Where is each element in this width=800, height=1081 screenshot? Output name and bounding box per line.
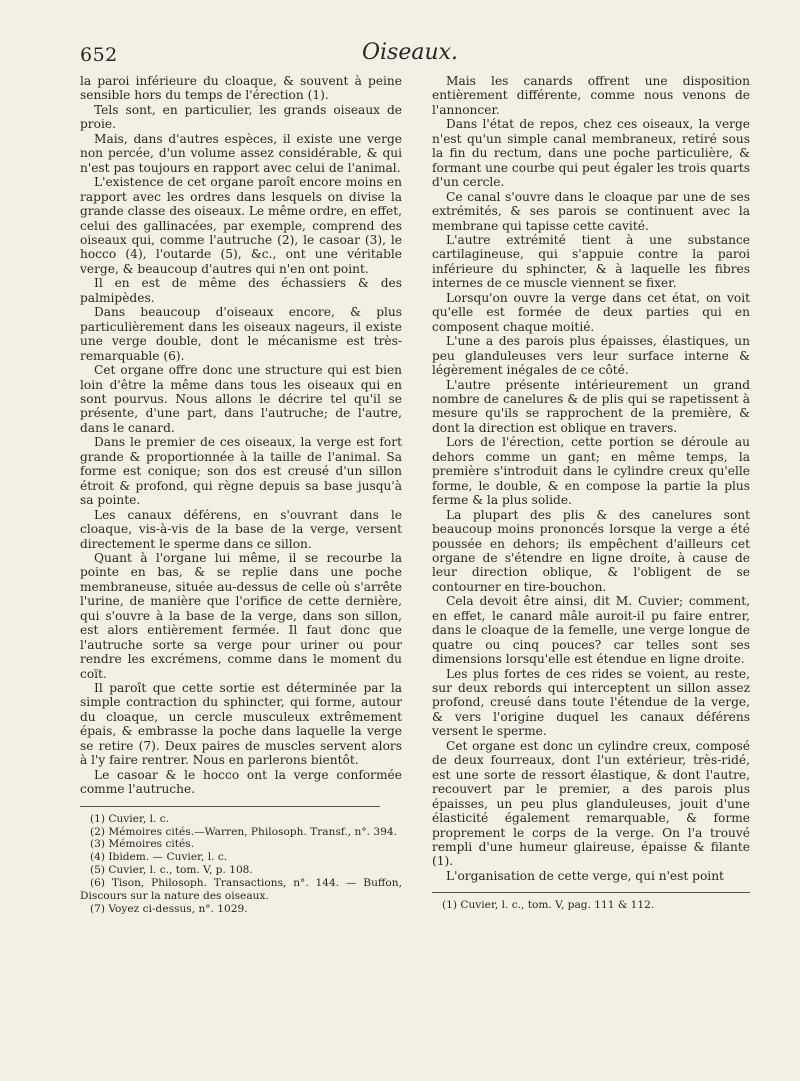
paragraph: Cet organe offre donc une structure qui est bien loin d'être la même dans tous les oiseaux qui en sont pourvus. Nous allons le décrire tel qu'il se présente, d'une part, dans l'autruche; de l'autre, dans le canard.	[80, 363, 402, 435]
footnote: (1) Cuvier, l. c., tom. V, pag. 111 & 112.	[442, 899, 655, 912]
paragraph: Le casoar & le hocco ont la verge conformée comme l'autruche.	[80, 767, 402, 797]
paragraph: L'autre présente intérieurement un grand nombre de canelures & de plis qui se rapetissent à mesure qu'ils se rapprochent de la première, & dont la direction est oblique en travers.	[432, 377, 750, 435]
paragraph: Cela devoit être ainsi, dit M. Cuvier; comment, en effet, le canard mâle auroit-il pu faire entrer, dans le cloaque de la femelle, une verge longue de quatre ou cinq pouces? car telles sont ses dimensions lorsqu'elle est étendue en ligne droite.	[432, 594, 750, 667]
paragraph: Dans beaucoup d'oiseaux encore, & plus particulièrement dans les oiseaux nageurs, il existe une verge double, dont le mécanisme est très-remarquable (6).	[80, 305, 402, 363]
footnotes-left	[80, 813, 402, 916]
footnote: (7) Voyez ci-dessus, n°. 1029.	[90, 903, 248, 915]
paragraph: Lors de l'érection, cette portion se déroule au dehors comme un gant; en même temps, la première s'introduit dans le cylindre creux qu'elle forme, le double, & en compose la partie la plus ferme & la plus solide.	[432, 435, 750, 508]
right-column	[432, 74, 750, 912]
paragraph: Dans l'état de repos, chez ces oiseaux, la verge n'est qu'un simple canal membraneux, retiré sous la fin du rectum, dans une poche particulière, & formant une courbe qui peut égaler les trois quarts d'un cercle.	[432, 117, 750, 190]
footnote-rule	[80, 806, 380, 807]
paragraph: Cet organe est donc un cylindre creux, composé de deux fourreaux, dont l'un extérieur, très-ridé, est une sorte de ressort élastique, & dont l'autre, recouvert par le premier, a des parois plus épaisses, un peu plus glanduleuses, jouit d'une élasticité également remarquable, & forme proprement le corps de la verge. On l'a trouvé rempli d'une humeur glaireuse, épaisse & filante (1).	[432, 738, 750, 869]
footnote: (3) Mémoires cités.	[90, 838, 195, 851]
paragraph: Dans le premier de ces oiseaux, la verge est fort grande & proportionnée à la taille de l'animal. Sa forme est conique; son dos est creusé d'un sillon étroit & profond, qui règne depuis sa base jusqu'à sa pointe.	[80, 435, 402, 508]
running-head	[80, 40, 740, 70]
paragraph: Mais les canards offrent une disposition entièrement différente, comme nous venons de l'annoncer.	[432, 74, 750, 117]
footnote: (5) Cuvier, l. c., tom. V, p. 108.	[90, 864, 253, 877]
footnotes-right	[432, 899, 750, 912]
paragraph: Les canaux déférens, en s'ouvrant dans le cloaque, vis-à-vis de la base de la verge, versent directement le sperme dans ce sillon.	[80, 507, 402, 551]
paragraph: L'organisation de cette verge, qui n'est point	[446, 868, 724, 883]
footnote: (2) Mémoires cités.—Warren, Philosoph. Transf., n°. 394.	[90, 825, 397, 838]
running-title: Oiseaux.	[361, 40, 459, 65]
footnote: (6) Tison, Philosoph. Transactions, n°. 144. — Buffon, Discours sur la nature des oiseaux.	[80, 877, 402, 903]
paragraph: Ce canal s'ouvre dans le cloaque par une de ses extrémités, & ses parois se continuent avec la membrane qui tapisse cette cavité.	[432, 189, 750, 233]
paragraph: Il en est de même des échassiers & des palmipèdes.	[80, 276, 402, 305]
paragraph: L'autre extrémité tient à une substance cartilagineuse, qui s'appuie contre la paroi inférieure du sphincter, & à laquelle les fibres internes de ce muscle viennent se fixer.	[432, 232, 750, 291]
paragraph: L'existence de cet organe paroît encore moins en rapport avec les ordres dans lesquels on divise la grande classe des oiseaux. Le même ordre, en effet, celui des gallinacées, par exemple, comprend des oiseaux qui, comme l'autruche (2), le casoar (3), le hocco (4), l'outarde (5), &c., ont une véritable verge, & beaucoup d'autres qui n'en ont point.	[80, 175, 402, 276]
paragraph: Tels sont, en particulier, les grands oiseaux de proie.	[80, 102, 402, 132]
left-column	[80, 74, 402, 916]
paragraph: L'une a des parois plus épaisses, élastiques, un peu glanduleuses vers leur surface interne & légèrement inégales de ce côté.	[432, 334, 750, 378]
footnote-rule	[432, 892, 750, 893]
paragraph: Lorsqu'on ouvre la verge dans cet état, on voit qu'elle est formée de deux parties qui en composent chaque moitié.	[432, 290, 750, 334]
paragraph: la paroi inférieure du cloaque, & souvent à peine sensible hors du temps de l'érection (1).	[80, 74, 402, 103]
paragraph: Quant à l'organe lui même, il se recourbe la pointe en bas, & se replie dans une poche membraneuse, située au-dessus de celle où s'arrête l'urine, de manière que l'orifice de cette dernière, qui s'ouvre à la base de la verge, dans son sillon, est alors entièrement fermée. Il faut donc que l'autruche sorte sa verge pour uriner ou pour rendre les excrémens, comme dans le moment du coït.	[80, 550, 402, 681]
paragraph: La plupart des plis & des canelures sont beaucoup moins prononcés lorsque la verge a été poussée en dehors; ils empêchent d'ailleurs cet organe de s'étendre en ligne droite, à cause de leur direction oblique, & l'obligent de se contourner en tire-bouchon.	[432, 507, 750, 594]
paragraph: Les plus fortes de ces rides se voient, au reste, sur deux rebords qui interceptent un sillon assez profond, creusé dans toute l'étendue de la verge, & vers l'origine duquel les canaux déférens versent le sperme.	[432, 666, 750, 739]
page-number: 652	[80, 44, 118, 66]
footnote: (4) Ibidem. — Cuvier, l. c.	[90, 851, 228, 864]
paragraph: Mais, dans d'autres espèces, il existe une verge non percée, d'un volume assez considérable, & qui n'est pas toujours en rapport avec celui de l'animal.	[80, 131, 402, 175]
footnote: (1) Cuvier, l. c.	[90, 812, 170, 825]
paragraph: Il paroît que cette sortie est déterminée par la simple contraction du sphincter, qui forme, autour du cloaque, un cercle musculeux extrêmement épais, & embrasse la poche dans laquelle la verge se retire (7). Deux paires de muscles servent alors à l'y faire rentrer. Nous en parlerons bientôt.	[80, 681, 402, 768]
